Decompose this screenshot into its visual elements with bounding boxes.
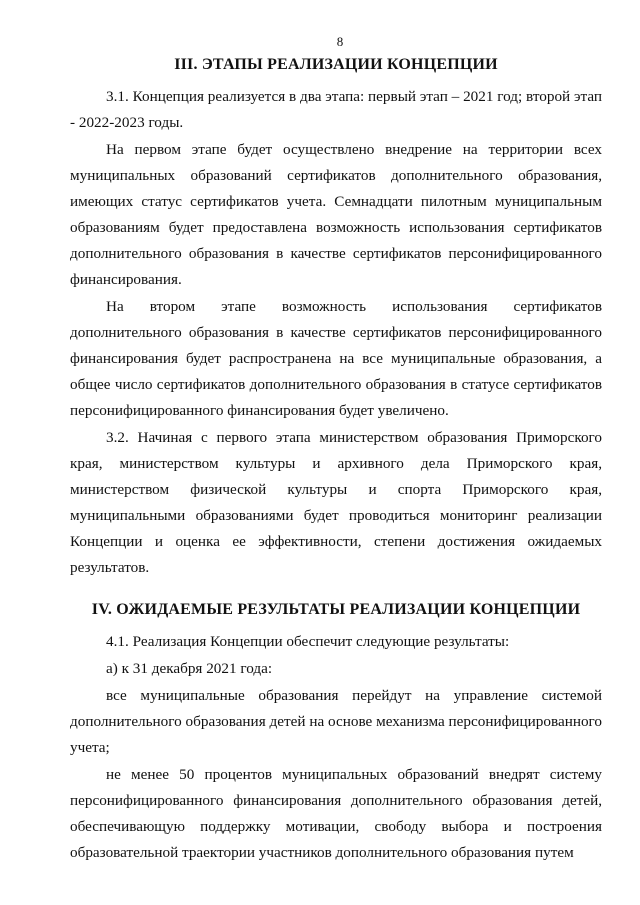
section-3-paragraph-2: На первом этапе будет осуществлено внедрение на территории всех муниципальных образований сертификатов дополнительного образования, имеющих статус сертификатов учета. Семнадцати пилотным муниципальным образованиям будет предоставлена возможность использования сертификатов дополнительного образования в качестве сертификатов персонифицированного финансирования. xyxy=(70,141,602,288)
section-4-paragraph-1: 4.1. Реализация Концепции обеспечит следующие результаты: xyxy=(106,633,510,650)
section-3-paragraph-1: 3.1. Концепция реализуется в два этапа: первый этап – 2021 год; второй этап - 2022-2023 годы. xyxy=(70,88,602,131)
page-number: 8 xyxy=(336,34,344,49)
section-4-heading: IV. ОЖИДАЕМЫЕ РЕЗУЛЬТАТЫ РЕАЛИЗАЦИИ КОНЦЕПЦИИ xyxy=(91,601,581,618)
section-3-heading: III. ЭТАПЫ РЕАЛИЗАЦИИ КОНЦЕПЦИИ xyxy=(174,56,498,73)
section-4-paragraph-4: не менее 50 процентов муниципальных образований внедрят систему персонифицированного финансирования дополнительного образования детей, обеспечивающую поддержку мотивации, свободу выбора и построения образовательной траектории участников дополнительного образования путем xyxy=(70,766,602,861)
section-4-paragraph-2: а) к 31 декабря 2021 года: xyxy=(106,660,273,677)
section-4-paragraph-3: все муниципальные образования перейдут на управление системой дополнительного образования детей на основе механизма персонифицированного учета; xyxy=(70,687,602,756)
section-3-paragraph-3: На втором этапе возможность использования сертификатов дополнительного образования в качестве сертификатов персонифицированного финансирования будет распространена на все муниципальные образования, а общее число сертификатов дополнительного образования в статусе сертификатов персонифицированного финансирования будет увеличено. xyxy=(70,298,602,419)
section-3-paragraph-4: 3.2. Начиная с первого этапа министерством образования Приморского края, министерством культуры и архивного дела Приморского края, министерством физической культуры и спорта Приморского края, муниципальными образованиями будет проводиться мониторинг реализации Концепции и оценка ее эффективности, степени достижения ожидаемых результатов. xyxy=(70,429,602,576)
